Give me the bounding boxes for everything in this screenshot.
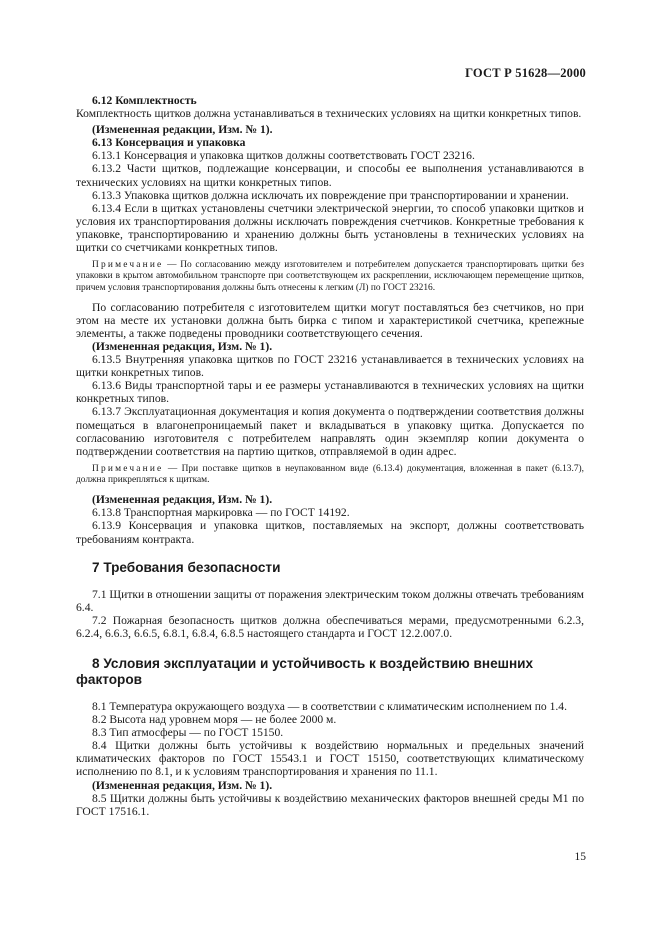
note bbox=[76, 464, 584, 486]
paragraph: 6.13.8 Транспортная маркировка — по ГОСТ 14192. bbox=[92, 506, 350, 520]
paragraph: По согласованию потребителя с изготовителем щитки могут поставляться без счетчиков, но при этом на месте их установки должна быть бирка с типом и характеристикой счетчика, крепежные элементы, а также подведены проводники соответствующего сечения. bbox=[76, 300, 584, 340]
document-body bbox=[76, 94, 584, 818]
paragraph: 7.2 Пожарная безопасность щитков должна обеспечиваться мерами, предусмотренными 6.2.3, 6.2.4, 6.6.3, 6.6.5, 6.8.1, 6.8.4, 6.8.5 настоящего стандарта и ГОСТ 12.2.007.0. bbox=[76, 613, 584, 640]
amendment-note: (Измененная редакция, Изм. № 1). bbox=[92, 778, 273, 792]
note-label: Примечание bbox=[92, 463, 164, 474]
note-text: — По согласованию между изготовителем и потребителем допускается транспортировать щитки без упаковки в крытом автомобильном транспорте при соответствующем их раскреплении, исключающем перемещение щитков, причем условия транспортирования должны быть отнесены к легким (Л) по ГОСТ 23216. bbox=[76, 260, 584, 293]
paragraph: 8.2 Высота над уровнем моря — не более 2000 м. bbox=[92, 713, 337, 727]
amendment-note: (Измененная редакция, Изм. № 1). bbox=[92, 340, 273, 354]
paragraph: 6.13.6 Виды транспортной тары и ее размеры устанавливаются в технических условиях на щитки конкретных типов. bbox=[76, 379, 584, 406]
section-6-12-heading: 6.12 Комплектность bbox=[92, 94, 197, 107]
chapter-8-heading: 8 Условия эксплуатации и устойчивость к воздействию внешних факторов bbox=[76, 656, 534, 688]
paragraph: 6.13.3 Упаковка щитков должна исключать их повреждение при транспортировании и хранении. bbox=[92, 188, 569, 202]
paragraph: 6.13.9 Консервация и упаковка щитков, поставляемых на экспорт, должны соответствовать требованиям контракта. bbox=[76, 519, 584, 546]
paragraph: 8.5 Щитки должны быть устойчивы к воздействию механических факторов внешней среды М1 по ГОСТ 17516.1. bbox=[76, 791, 584, 818]
page-number: 15 bbox=[574, 851, 586, 863]
amendment-note: (Измененная редакция, Изм. № 1). bbox=[92, 493, 273, 507]
paragraph: 7.1 Щитки в отношении защиты от поражения электрическим током должны отвечать требованиям 6.4. bbox=[76, 587, 584, 614]
document-id-header: ГОСТ Р 51628—2000 bbox=[465, 66, 586, 80]
section-6-13-heading: 6.13 Консервация и упаковка bbox=[92, 136, 246, 150]
note-label: Примечание bbox=[92, 260, 164, 271]
chapter-7-heading: 7 Требования безопасности bbox=[92, 559, 281, 575]
note bbox=[76, 260, 584, 294]
paragraph: 6.13.7 Эксплуатационная документация и копия документа о подтверждении соответствия должны помещаться в влагонепроницаемый пакет и вкладываться в упаковку щитка. Допускается по согласованию изготовителя с потребителем направлять один экземпляр копии документа о подтверждении соответствия на партию щитков, отправляемой в один адрес. bbox=[76, 405, 584, 458]
paragraph: Комплектность щитков должна устанавливаться в технических условиях на щитки конкретных типов. bbox=[76, 107, 582, 121]
paragraph: 6.13.5 Внутренняя упаковка щитков по ГОСТ 23216 устанавливается в технических условиях на щитки конкретных типов. bbox=[76, 353, 584, 380]
paragraph: 8.4 Щитки должны быть устойчивы к воздействию нормальных и предельных значений климатических факторов по ГОСТ 15543.1 и ГОСТ 15150, соответствующих климатическому исполнению по 8.1, и к условиям транспортирования и хранения по 11.1. bbox=[76, 739, 584, 779]
paragraph: 8.1 Температура окружающего воздуха — в соответствии с климатическим исполнением по 1.4. bbox=[92, 700, 567, 714]
note-text: — При поставке щитков в неупакованном виде (6.13.4) документация, вложенная в пакет (6.13.7), должна прикрепляться к щиткам. bbox=[76, 463, 584, 486]
paragraph: 6.13.1 Консервация и упаковка щитков должны соответствовать ГОСТ 23216. bbox=[92, 149, 475, 163]
paragraph: 6.13.2 Части щитков, подлежащие консервации, и способы ее выполнения устанавливаются в технических условиях на щитки конкретных типов. bbox=[76, 162, 584, 189]
paragraph: 8.3 Тип атмосферы — по ГОСТ 15150. bbox=[92, 726, 284, 740]
paragraph: 6.13.4 Если в щитках установлены счетчики электрической энергии, то способ упаковки щитков и условия их транспортирования должны исключать повреждения счетчиков. Конкретные требования к упаковке, транспортированию и хранению должны быть установлены в технических условиях на щитки со счетчиками конкретных типов. bbox=[76, 201, 584, 255]
amendment-note: (Измененная редакции, Изм. № 1). bbox=[92, 123, 273, 137]
